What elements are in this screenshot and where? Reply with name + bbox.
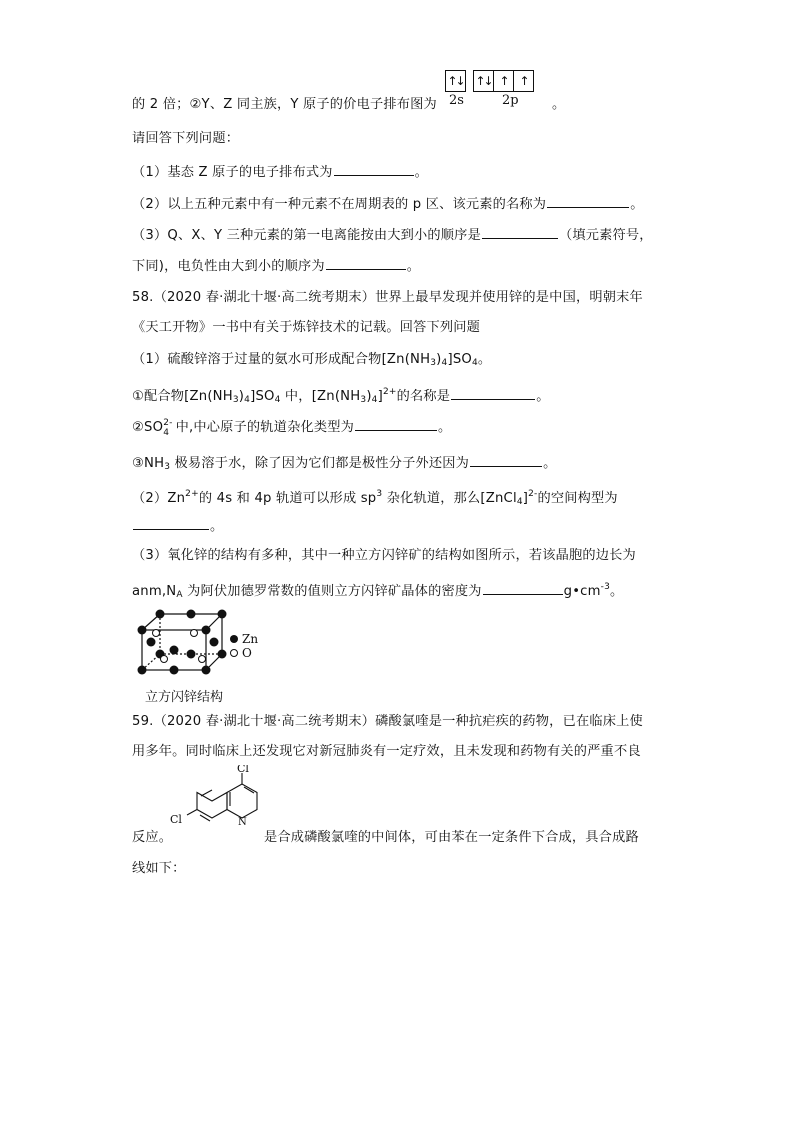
q59-line3a: 反应。	[132, 830, 173, 845]
orbital-2s-box	[445, 70, 466, 92]
text: 。	[210, 519, 224, 534]
superscript: -3	[600, 582, 611, 592]
q59-line3b: 是合成磷酸氯喹的中间体，可由苯在一定条件下合成，具合成路	[264, 830, 639, 845]
q57-part1-end: 。	[414, 165, 429, 180]
text: 。	[610, 584, 624, 599]
text: ]	[522, 491, 529, 506]
subscript: 4	[274, 395, 281, 405]
text: 的空间构型为	[537, 491, 618, 506]
text: 。	[438, 420, 452, 435]
superscript: 2-	[163, 418, 173, 428]
text: ]SO	[447, 352, 472, 367]
answer-blank[interactable]	[483, 581, 563, 595]
text: 中，[Zn(NH	[280, 389, 361, 404]
subscript: 3	[360, 395, 367, 405]
text: ②SO	[132, 420, 164, 435]
orbital-2p-cell-3: ↑	[519, 74, 528, 88]
legend-zn-label: Zn	[242, 632, 259, 646]
legend-o-label: O	[242, 646, 252, 660]
text: 。	[477, 352, 492, 367]
subscript: 4	[516, 497, 523, 507]
text: 杂化轨道，那么[ZnCl	[382, 491, 517, 506]
q58-part1	[132, 351, 491, 372]
q58-sub2	[132, 417, 451, 437]
answer-blank[interactable]	[482, 225, 558, 239]
answer-blank[interactable]	[547, 194, 629, 208]
q58-part2-answer	[132, 516, 223, 536]
q58-sub3	[132, 453, 556, 476]
subscript: 4	[371, 395, 378, 405]
text: ①配合物[Zn(NH	[132, 389, 233, 404]
superscript: 3	[376, 489, 383, 499]
subscript: 4	[471, 358, 478, 368]
q57-part3-end: 。	[406, 259, 421, 274]
q58-sub1	[132, 383, 550, 409]
q57-part1	[132, 162, 428, 182]
q57-part3-line2	[132, 256, 420, 276]
orbital-2p-cell-1: ↑↓	[474, 71, 494, 91]
line1-text: 的 2 倍；②Y、Z 同主族，Y 原子的价电子排布图为	[132, 97, 437, 112]
answer-blank[interactable]	[470, 453, 542, 467]
subscript: 4	[163, 428, 170, 438]
orbital-2s-cell: ↑↓	[447, 74, 464, 88]
q57-part3-text: （3）Q、X、Y 三种元素的第一电离能按由大到小的顺序是	[132, 228, 481, 243]
text: ③NH	[132, 456, 165, 471]
q58-part3-line1: （3）氧化锌的结构有多种，其中一种立方闪锌矿的结构如图所示，若该晶胞的边长为	[132, 548, 636, 563]
q59-head-line1: 59.（2020 春·湖北十堰·高二统考期末）磷酸氯喹是一种抗疟疾的药物，已在临床上使	[132, 714, 643, 729]
figure-caption: 立方闪锌结构	[145, 690, 224, 705]
q58-part3-line2	[132, 578, 623, 604]
chlorine-left-label: Cl	[170, 813, 182, 826]
subscript: 4	[244, 395, 251, 405]
nitrogen-label: N	[238, 817, 247, 828]
zinc-blende-structure-figure	[130, 604, 270, 680]
text: 。	[543, 456, 557, 471]
q57-part3-text2: 下同)，电负性由大到小的顺序为	[132, 259, 325, 274]
orbital-2s-label: 2s	[449, 93, 464, 108]
q57-part3-note: （填元素符号，	[558, 228, 653, 243]
q58-head-line2: 《天工开物》一书中有关于炼锌技术的记载。回答下列问题	[132, 320, 481, 335]
subscript: 3	[430, 358, 437, 368]
answer-blank[interactable]	[133, 516, 209, 530]
text: 中,中心原子的轨道杂化类型为	[171, 420, 355, 435]
answer-blank[interactable]	[334, 162, 414, 176]
line-1	[132, 96, 437, 114]
subscript: 3	[232, 395, 239, 405]
text: 。	[536, 389, 550, 404]
q57-part2	[132, 194, 644, 214]
text: g•cm	[563, 584, 601, 599]
q59-line4: 线如下：	[132, 861, 186, 876]
dichloroquinoline-structure	[170, 765, 266, 851]
subscript: 4	[441, 358, 448, 368]
answer-blank[interactable]	[355, 417, 437, 431]
answer-blank[interactable]	[326, 256, 406, 270]
text: ]SO	[250, 389, 275, 404]
subscript: A	[176, 590, 183, 600]
subscript: 3	[164, 462, 171, 472]
q57-part1-text: （1）基态 Z 原子的电子排布式为	[132, 165, 333, 180]
text: )	[436, 352, 442, 367]
chlorine-top-label: Cl	[237, 765, 249, 775]
superscript: 2+	[185, 489, 199, 499]
orbital-2p-boxes	[473, 70, 534, 92]
q57-part2-end: 。	[630, 197, 644, 212]
superscript: 2+	[382, 387, 397, 397]
line1-end: 。	[552, 97, 566, 112]
q59-head-line2: 用多年。同时临床上还发现它对新冠肺炎有一定疗效，且未发现和药物有关的严重不良	[132, 744, 641, 759]
text: 的名称是	[396, 389, 451, 404]
text: anm,N	[132, 584, 177, 599]
text: 极易溶于水，除了因为它们都是极性分子外还因为	[170, 456, 470, 471]
sulfate-charge	[163, 418, 173, 438]
superscript: 2-	[528, 489, 538, 499]
text: （2）Zn	[132, 491, 186, 506]
text: )	[366, 389, 372, 404]
answer-blank[interactable]	[451, 386, 535, 400]
zn-legend-icon	[230, 635, 238, 643]
q57-part2-text: （2）以上五种元素中有一种元素不在周期表的 p 区、该元素的名称为	[132, 197, 547, 212]
o-legend-icon	[231, 650, 238, 657]
orbital-2p-cell-2: ↑	[494, 71, 514, 91]
prompt: 请回答下列问题：	[132, 131, 240, 146]
q58-part2	[132, 485, 618, 511]
text: （1）硫酸锌溶于过量的氨水可形成配合物[Zn(NH	[132, 352, 431, 367]
text: )	[238, 389, 245, 404]
orbital-2p-label: 2p	[502, 93, 519, 108]
text: 的 4s 和 4p 轨道可以形成 sp	[198, 491, 377, 506]
q57-part3-line1	[132, 225, 653, 245]
q58-head-line1: 58.（2020 春·湖北十堰·高二统考期末）世界上最早发现并使用锌的是中国，明朝末年	[132, 290, 643, 305]
text: ]	[377, 389, 383, 404]
text: 为阿伏加德罗常数的值则立方闪锌矿晶体的密度为	[182, 584, 482, 599]
